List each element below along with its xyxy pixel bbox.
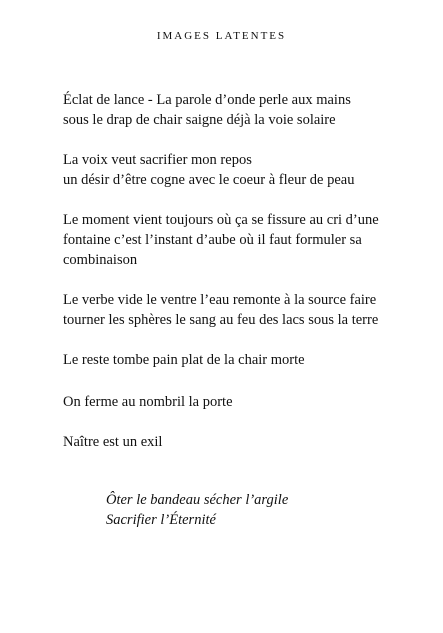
stanza-6 (63, 392, 233, 412)
verse-line: La voix veut sacrifier mon repos (63, 152, 252, 168)
stanza-5 (63, 350, 305, 370)
stanza-2 (63, 150, 354, 190)
stanza-4 (63, 290, 378, 330)
verse-line: Le verbe vide le ventre l’eau remonte à la source faire (63, 292, 377, 308)
stanza-1 (63, 90, 351, 130)
verse-line: Éclat de lance - La parole d’onde perle aux mains (63, 92, 351, 108)
verse-line: tourner les sphères le sang au feu des lacs sous la terre (63, 312, 379, 328)
coda-line: Ôter le bandeau sécher l’argile (106, 492, 289, 508)
verse-line: Naître est un exil (63, 434, 163, 450)
verse-line: Le reste tombe pain plat de la chair morte (63, 352, 305, 368)
verse-line: On ferme au nombril la porte (63, 394, 233, 410)
verse-line: un désir d’être cogne avec le coeur à fleur de peau (63, 172, 355, 188)
verse-line: fontaine c’est l’instant d’aube où il faut formuler sa (63, 232, 362, 248)
verse-line: Le moment vient toujours où ça se fissure au cri d’une (63, 212, 379, 228)
verse-line: sous le drap de chair saigne déjà la voie solaire (63, 112, 336, 128)
stanza-7 (63, 432, 162, 452)
running-title: IMAGES LATENTES (156, 30, 287, 42)
verse-line: combinaison (63, 252, 138, 268)
stanza-3 (63, 210, 379, 270)
coda-line: Sacrifier l’Éternité (106, 512, 216, 528)
coda-italic (106, 490, 288, 530)
